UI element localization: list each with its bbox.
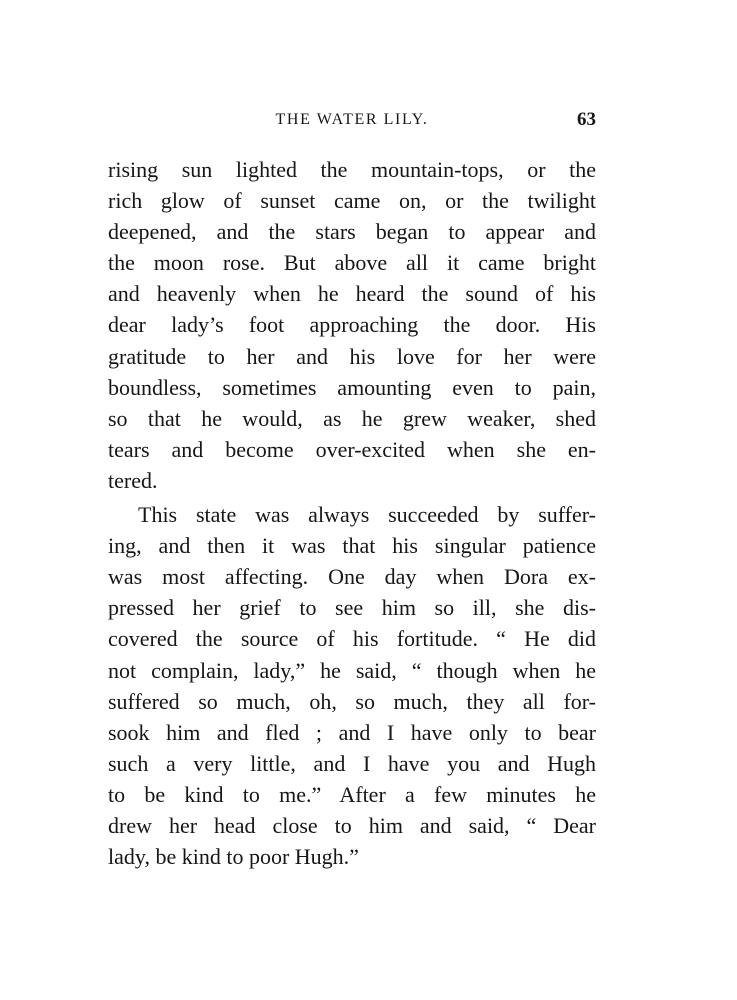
text-line: to be kind to me.” After a few minutes he	[108, 781, 596, 807]
text-line: rising sun lighted the mountain-tops, or the	[108, 157, 596, 182]
text-line: dear lady’s foot approaching the door. His	[108, 312, 596, 338]
text-line: sook him and fled ; and I have only to bear	[108, 719, 596, 745]
running-header	[108, 108, 596, 138]
text-line: deepened, and the stars began to appear and	[108, 219, 596, 245]
text-line: so that he would, as he grew weaker, shed	[108, 405, 596, 431]
text-line: lady, be kind to poor Hugh.”	[108, 844, 359, 870]
text-line: rich glow of sunset came on, or the twilight	[108, 188, 596, 214]
text-line: tears and become over-excited when she en-	[108, 436, 596, 462]
body-text	[108, 154, 596, 872]
text-line: and heavenly when he heard the sound of his	[108, 281, 596, 307]
text-line: was most affecting. One day when Dora ex-	[108, 564, 596, 590]
text-line: This state was always succeeded by suffer-	[138, 502, 596, 528]
running-title: THE WATER LILY.	[275, 111, 429, 128]
text-line: suffered so much, oh, so much, they all for-	[108, 688, 596, 714]
text-line: ing, and then it was that his singular patience	[108, 533, 596, 559]
text-line: pressed her grief to see him so ill, she dis-	[108, 595, 596, 621]
text-line: drew her head close to him and said, “ Dear	[108, 812, 596, 838]
text-line: boundless, sometimes amounting even to pain,	[108, 374, 596, 400]
text-line: gratitude to her and his love for her were	[108, 343, 596, 369]
text-line: such a very little, and I have you and Hugh	[108, 750, 596, 776]
text-line: the moon rose. But above all it came bright	[108, 250, 596, 276]
text-line: not complain, lady,” he said, “ though when he	[108, 657, 596, 683]
paragraph-1	[108, 154, 596, 496]
text-line: covered the source of his fortitude. “ He did	[108, 626, 596, 652]
text-line: tered.	[108, 467, 158, 493]
page-number: 63	[577, 109, 596, 130]
paragraph-2	[108, 499, 596, 872]
